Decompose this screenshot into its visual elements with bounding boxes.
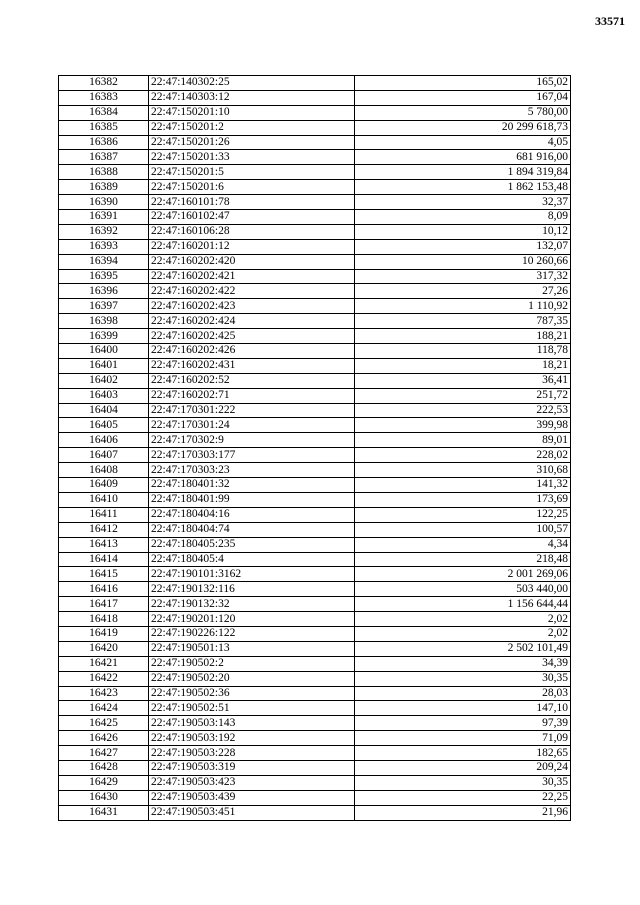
row-number-cell: 16386 <box>59 135 149 150</box>
value-cell: 222,53 <box>355 403 571 418</box>
row-number-cell: 16421 <box>59 656 149 671</box>
table-row <box>59 582 571 597</box>
table-row <box>59 552 571 567</box>
row-number-cell: 16398 <box>59 314 149 329</box>
value-cell: 100,57 <box>355 522 571 537</box>
table-row <box>59 329 571 344</box>
row-number-cell: 16415 <box>59 567 149 582</box>
row-number-cell: 16409 <box>59 478 149 493</box>
row-number-cell: 16410 <box>59 492 149 507</box>
cadastral-number-cell: 22:47:150201:10 <box>149 105 355 120</box>
row-number-cell: 16422 <box>59 671 149 686</box>
value-cell: 681 916,00 <box>355 150 571 165</box>
row-number-cell: 16383 <box>59 90 149 105</box>
value-cell: 28,03 <box>355 686 571 701</box>
value-cell: 317,32 <box>355 269 571 284</box>
table-row <box>59 403 571 418</box>
row-number-cell: 16425 <box>59 716 149 731</box>
table-row <box>59 105 571 120</box>
value-cell: 141,32 <box>355 478 571 493</box>
row-number-cell: 16384 <box>59 105 149 120</box>
cadastral-number-cell: 22:47:190503:192 <box>149 731 355 746</box>
value-cell: 18,21 <box>355 358 571 373</box>
row-number-cell: 16408 <box>59 463 149 478</box>
cadastral-number-cell: 22:47:160202:423 <box>149 299 355 314</box>
row-number-cell: 16413 <box>59 537 149 552</box>
table-row <box>59 165 571 180</box>
table-row <box>59 478 571 493</box>
table-row <box>59 760 571 775</box>
cadastral-number-cell: 22:47:160101:78 <box>149 195 355 210</box>
table-row <box>59 448 571 463</box>
row-number-cell: 16420 <box>59 641 149 656</box>
value-cell: 97,39 <box>355 716 571 731</box>
cadastral-number-cell: 22:47:160202:420 <box>149 254 355 269</box>
registry-table <box>58 75 571 821</box>
value-cell: 4,34 <box>355 537 571 552</box>
page-number: 33571 <box>595 14 625 28</box>
cadastral-number-cell: 22:47:180401:32 <box>149 478 355 493</box>
row-number-cell: 16399 <box>59 329 149 344</box>
table-row <box>59 746 571 761</box>
value-cell: 71,09 <box>355 731 571 746</box>
cadastral-number-cell: 22:47:150201:6 <box>149 180 355 195</box>
table-row <box>59 239 571 254</box>
cadastral-number-cell: 22:47:160106:28 <box>149 224 355 239</box>
cadastral-number-cell: 22:47:190503:228 <box>149 746 355 761</box>
row-number-cell: 16404 <box>59 403 149 418</box>
table-row <box>59 686 571 701</box>
cadastral-number-cell: 22:47:180405:4 <box>149 552 355 567</box>
cadastral-number-cell: 22:47:190503:439 <box>149 790 355 805</box>
value-cell: 36,41 <box>355 373 571 388</box>
table-row <box>59 731 571 746</box>
row-number-cell: 16403 <box>59 388 149 403</box>
cadastral-number-cell: 22:47:180404:16 <box>149 507 355 522</box>
value-cell: 20 299 618,73 <box>355 120 571 135</box>
cadastral-number-cell: 22:47:140303:12 <box>149 90 355 105</box>
cadastral-number-cell: 22:47:190502:36 <box>149 686 355 701</box>
value-cell: 165,02 <box>355 76 571 91</box>
value-cell: 2 502 101,49 <box>355 641 571 656</box>
value-cell: 228,02 <box>355 448 571 463</box>
cadastral-number-cell: 22:47:160202:424 <box>149 314 355 329</box>
table-row <box>59 150 571 165</box>
table-row <box>59 373 571 388</box>
cadastral-number-cell: 22:47:190503:423 <box>149 775 355 790</box>
row-number-cell: 16392 <box>59 224 149 239</box>
row-number-cell: 16426 <box>59 731 149 746</box>
row-number-cell: 16424 <box>59 701 149 716</box>
table-row <box>59 135 571 150</box>
value-cell: 30,35 <box>355 775 571 790</box>
table-row <box>59 671 571 686</box>
value-cell: 1 156 644,44 <box>355 597 571 612</box>
row-number-cell: 16387 <box>59 150 149 165</box>
row-number-cell: 16395 <box>59 269 149 284</box>
table-row <box>59 195 571 210</box>
table-row <box>59 790 571 805</box>
table-row <box>59 210 571 225</box>
value-cell: 8,09 <box>355 210 571 225</box>
table-row <box>59 254 571 269</box>
row-number-cell: 16401 <box>59 358 149 373</box>
value-cell: 209,24 <box>355 760 571 775</box>
cadastral-number-cell: 22:47:190226:122 <box>149 626 355 641</box>
row-number-cell: 16423 <box>59 686 149 701</box>
table-row <box>59 463 571 478</box>
value-cell: 89,01 <box>355 433 571 448</box>
value-cell: 118,78 <box>355 344 571 359</box>
cadastral-number-cell: 22:47:160202:421 <box>149 269 355 284</box>
value-cell: 34,39 <box>355 656 571 671</box>
row-number-cell: 16385 <box>59 120 149 135</box>
value-cell: 1 894 319,84 <box>355 165 571 180</box>
row-number-cell: 16414 <box>59 552 149 567</box>
cadastral-number-cell: 22:47:190503:451 <box>149 805 355 820</box>
row-number-cell: 16430 <box>59 790 149 805</box>
cadastral-number-cell: 22:47:180404:74 <box>149 522 355 537</box>
value-cell: 4,05 <box>355 135 571 150</box>
table-row <box>59 805 571 820</box>
cadastral-number-cell: 22:47:190503:143 <box>149 716 355 731</box>
row-number-cell: 16412 <box>59 522 149 537</box>
row-number-cell: 16396 <box>59 284 149 299</box>
value-cell: 167,04 <box>355 90 571 105</box>
cadastral-number-cell: 22:47:160202:71 <box>149 388 355 403</box>
table-row <box>59 90 571 105</box>
cadastral-number-cell: 22:47:140302:25 <box>149 76 355 91</box>
cadastral-number-cell: 22:47:190132:32 <box>149 597 355 612</box>
cadastral-number-cell: 22:47:150201:2 <box>149 120 355 135</box>
cadastral-number-cell: 22:47:190132:116 <box>149 582 355 597</box>
row-number-cell: 16389 <box>59 180 149 195</box>
row-number-cell: 16397 <box>59 299 149 314</box>
cadastral-number-cell: 22:47:190101:3162 <box>149 567 355 582</box>
row-number-cell: 16407 <box>59 448 149 463</box>
cadastral-number-cell: 22:47:190502:2 <box>149 656 355 671</box>
value-cell: 787,35 <box>355 314 571 329</box>
cadastral-number-cell: 22:47:190503:319 <box>149 760 355 775</box>
table-row <box>59 641 571 656</box>
cadastral-number-cell: 22:47:180405:235 <box>149 537 355 552</box>
table-row <box>59 180 571 195</box>
table-row <box>59 76 571 91</box>
value-cell: 30,35 <box>355 671 571 686</box>
cadastral-number-cell: 22:47:160202:425 <box>149 329 355 344</box>
value-cell: 173,69 <box>355 492 571 507</box>
table-row <box>59 522 571 537</box>
row-number-cell: 16393 <box>59 239 149 254</box>
value-cell: 2,02 <box>355 612 571 627</box>
table-row <box>59 299 571 314</box>
value-cell: 122,25 <box>355 507 571 522</box>
table-row <box>59 120 571 135</box>
row-number-cell: 16394 <box>59 254 149 269</box>
table-row <box>59 537 571 552</box>
row-number-cell: 16418 <box>59 612 149 627</box>
cadastral-number-cell: 22:47:170301:24 <box>149 418 355 433</box>
cadastral-number-cell: 22:47:150201:5 <box>149 165 355 180</box>
cadastral-number-cell: 22:47:160202:426 <box>149 344 355 359</box>
cadastral-number-cell: 22:47:190501:13 <box>149 641 355 656</box>
row-number-cell: 16390 <box>59 195 149 210</box>
row-number-cell: 16431 <box>59 805 149 820</box>
table-row <box>59 314 571 329</box>
row-number-cell: 16419 <box>59 626 149 641</box>
cadastral-number-cell: 22:47:170301:222 <box>149 403 355 418</box>
value-cell: 21,96 <box>355 805 571 820</box>
cadastral-number-cell: 22:47:180401:99 <box>149 492 355 507</box>
value-cell: 1 862 153,48 <box>355 180 571 195</box>
value-cell: 182,65 <box>355 746 571 761</box>
cadastral-number-cell: 22:47:160102:47 <box>149 210 355 225</box>
cadastral-number-cell: 22:47:190502:20 <box>149 671 355 686</box>
value-cell: 10,12 <box>355 224 571 239</box>
value-cell: 218,48 <box>355 552 571 567</box>
table-row <box>59 626 571 641</box>
value-cell: 188,21 <box>355 329 571 344</box>
registry-table-body <box>59 76 571 821</box>
cadastral-number-cell: 22:47:160202:431 <box>149 358 355 373</box>
cadastral-number-cell: 22:47:150201:33 <box>149 150 355 165</box>
table-row <box>59 433 571 448</box>
value-cell: 251,72 <box>355 388 571 403</box>
row-number-cell: 16406 <box>59 433 149 448</box>
table-row <box>59 492 571 507</box>
value-cell: 310,68 <box>355 463 571 478</box>
table-row <box>59 507 571 522</box>
table-row <box>59 612 571 627</box>
row-number-cell: 16416 <box>59 582 149 597</box>
value-cell: 503 440,00 <box>355 582 571 597</box>
row-number-cell: 16400 <box>59 344 149 359</box>
value-cell: 10 260,66 <box>355 254 571 269</box>
row-number-cell: 16428 <box>59 760 149 775</box>
table-row <box>59 358 571 373</box>
row-number-cell: 16411 <box>59 507 149 522</box>
table-row <box>59 597 571 612</box>
table-row <box>59 388 571 403</box>
row-number-cell: 16382 <box>59 76 149 91</box>
value-cell: 132,07 <box>355 239 571 254</box>
table-row <box>59 418 571 433</box>
table-row <box>59 567 571 582</box>
cadastral-number-cell: 22:47:160202:52 <box>149 373 355 388</box>
table-row <box>59 284 571 299</box>
value-cell: 1 110,92 <box>355 299 571 314</box>
cadastral-number-cell: 22:47:170302:9 <box>149 433 355 448</box>
cadastral-number-cell: 22:47:190201:120 <box>149 612 355 627</box>
row-number-cell: 16388 <box>59 165 149 180</box>
row-number-cell: 16427 <box>59 746 149 761</box>
row-number-cell: 16405 <box>59 418 149 433</box>
table-row <box>59 344 571 359</box>
cadastral-number-cell: 22:47:160201:12 <box>149 239 355 254</box>
value-cell: 27,26 <box>355 284 571 299</box>
cadastral-number-cell: 22:47:160202:422 <box>149 284 355 299</box>
row-number-cell: 16402 <box>59 373 149 388</box>
value-cell: 2,02 <box>355 626 571 641</box>
value-cell: 32,37 <box>355 195 571 210</box>
row-number-cell: 16429 <box>59 775 149 790</box>
value-cell: 399,98 <box>355 418 571 433</box>
row-number-cell: 16417 <box>59 597 149 612</box>
value-cell: 147,10 <box>355 701 571 716</box>
cadastral-number-cell: 22:47:150201:26 <box>149 135 355 150</box>
table-row <box>59 716 571 731</box>
cadastral-number-cell: 22:47:190502:51 <box>149 701 355 716</box>
row-number-cell: 16391 <box>59 210 149 225</box>
value-cell: 22,25 <box>355 790 571 805</box>
table-row <box>59 224 571 239</box>
value-cell: 2 001 269,06 <box>355 567 571 582</box>
table-row <box>59 701 571 716</box>
table-row <box>59 269 571 284</box>
table-row <box>59 656 571 671</box>
cadastral-number-cell: 22:47:170303:177 <box>149 448 355 463</box>
cadastral-number-cell: 22:47:170303:23 <box>149 463 355 478</box>
value-cell: 5 780,00 <box>355 105 571 120</box>
table-row <box>59 775 571 790</box>
